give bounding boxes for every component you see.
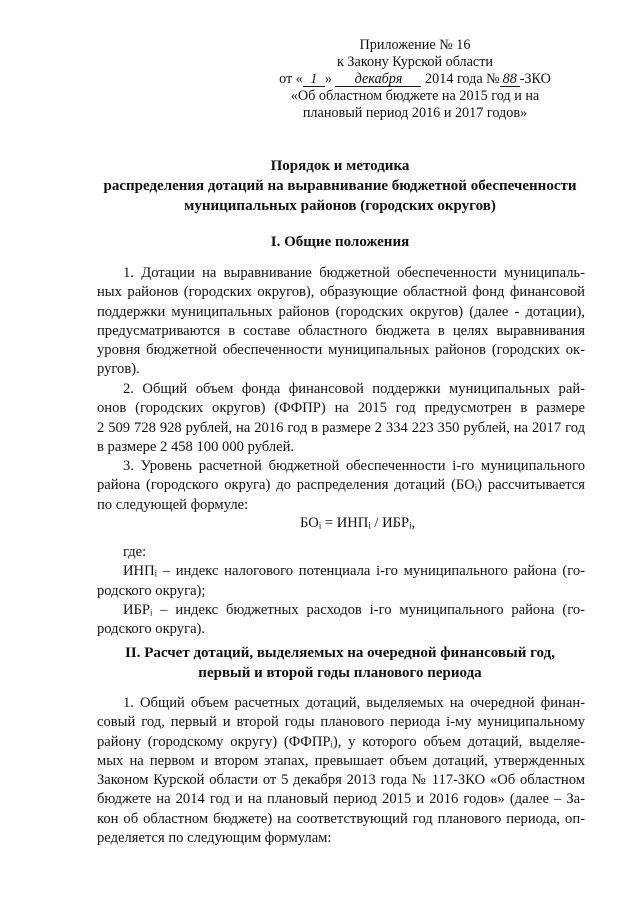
section-1-paragraph-3 xyxy=(97,457,585,515)
text-line: совый год, первый и второй годы планового периода i-му муниципальному xyxy=(97,714,585,731)
title-line-1: Порядок и методика xyxy=(270,158,410,174)
text-line: ределяется по следующим формулам: xyxy=(97,830,332,847)
title-line-2: распределения дотаций на выравнивание бюджетной обеспеченности xyxy=(103,178,577,194)
text-line: Законом Курской области от 5 декабря 2013 года № 117-ЗКО «Об областном xyxy=(97,772,585,789)
text-line: по следующей формуле: xyxy=(97,496,249,513)
where-label: где: xyxy=(123,544,147,560)
date-month: декабря xyxy=(335,72,421,87)
text-line: 3. Уровень расчетной бюджетной обеспеченности i-го муниципального xyxy=(123,458,585,474)
text-line: поддержки муниципальных районов (городских округов) (далее - дотации), xyxy=(97,303,585,320)
text-line: уровня бюджетной обеспеченности муниципальных районов (городских ок- xyxy=(97,342,585,359)
date-mid: » xyxy=(324,71,332,87)
document-title xyxy=(60,156,620,216)
text-line: району (городскому округу) (ФФПРᵢ), у которого объем дотаций, выделяе- xyxy=(97,733,585,750)
text-line: 1. Общий объем расчетных дотаций, выделяемых на очередной финан- xyxy=(123,695,585,711)
formula-definitions xyxy=(97,543,585,639)
law-suffix: -ЗКО xyxy=(519,71,551,87)
text-line: кон об областном бюджете) на соответствующий год планового периода, оп- xyxy=(97,810,585,827)
appendix-number: Приложение № 16 xyxy=(359,37,471,53)
appendix-law-period: плановый период 2016 и 2017 годов» xyxy=(302,105,528,121)
text-line: мых на первом и втором этапах, превышает объем дотаций, утвержденных xyxy=(97,752,585,769)
text-line: предусматриваются в составе областного бюджета в целях выравнивания xyxy=(97,322,585,339)
text-line: родского округа); xyxy=(97,582,206,599)
date-prefix: от « xyxy=(279,71,303,87)
section-2-paragraph-1 xyxy=(97,694,585,848)
text-line: 2. Общий объем фонда финансовой поддержки муниципальных рай- xyxy=(123,381,585,397)
section-2-heading-line-2: первый и второй годы планового периода xyxy=(198,665,482,681)
section-2-heading-line-1: II. Расчет дотаций, выделяемых на очередной финансовый год, xyxy=(125,645,555,661)
text-line: 1. Дотации на выравнивание бюджетной обеспеченности муниципаль- xyxy=(123,265,585,281)
appendix-date-line xyxy=(250,71,580,88)
section-1-paragraph-1 xyxy=(97,264,585,380)
text-line: района (городского округа) до распределения дотаций (БОᵢ) рассчитывается xyxy=(97,477,585,494)
date-day: 1 xyxy=(303,72,325,87)
text-line: ИБРᵢ – индекс бюджетных расходов i-го муниципального района (го- xyxy=(123,601,585,618)
text-line: ИНПᵢ – индекс налогового потенциала i-го муниципального района (го- xyxy=(123,563,585,580)
section-2-heading xyxy=(60,643,620,683)
section-1-paragraph-2 xyxy=(97,380,585,457)
law-number: 88 xyxy=(500,72,520,87)
appendix-law-ref: к Закону Курской области xyxy=(336,54,494,70)
text-line: родского округа). xyxy=(97,621,206,638)
text-line: 2 509 728 928 рублей, на 2016 год в размере 2 334 223 350 рублей, на 2017 год xyxy=(97,419,585,436)
date-year-text: 2014 года № xyxy=(425,71,500,87)
appendix-law-title: «Об областном бюджете на 2015 год и на xyxy=(290,88,540,104)
formula-bo: БОᵢ = ИНПᵢ / ИБРᵢ, xyxy=(300,515,416,531)
text-line: бюджете на 2014 год и на плановый период 2015 и 2016 годов» (далее – За- xyxy=(97,791,585,808)
text-line: ругов). xyxy=(97,361,140,378)
title-line-3: муниципальных районов (городских округов) xyxy=(184,198,496,214)
text-line: онов (городских округов) (ФФПР) на 2015 год предусмотрен в размере xyxy=(97,400,585,417)
text-line: ных районов (городских округов), образующие областной фонд финансовой xyxy=(97,284,585,301)
section-1-heading: I. Общие положения xyxy=(270,234,410,250)
text-line: в размере 2 458 100 000 рублей. xyxy=(97,438,295,455)
appendix-header xyxy=(250,37,580,122)
